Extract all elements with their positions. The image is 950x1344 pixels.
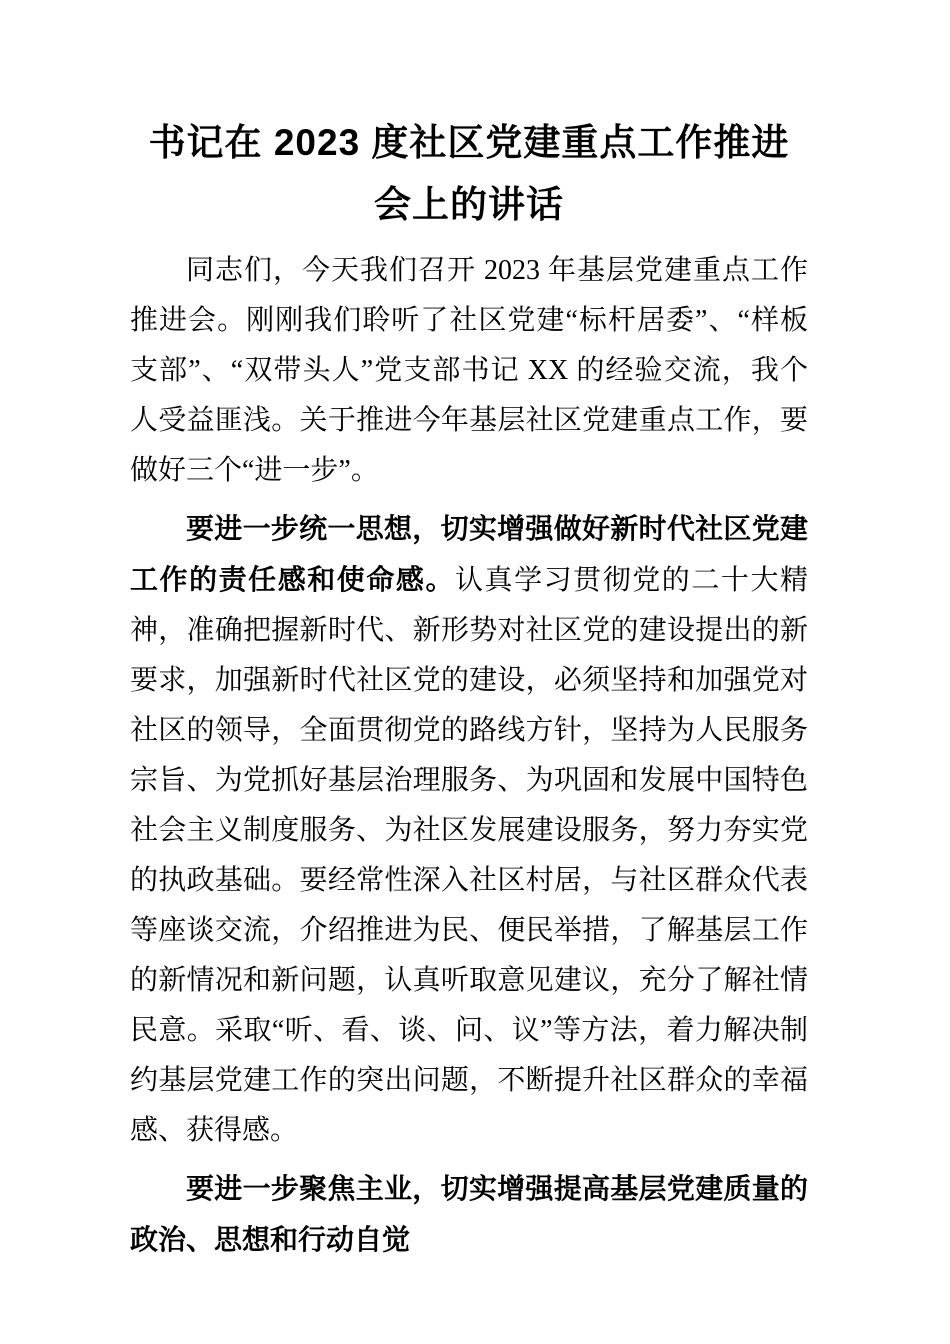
- paragraph-intro-text: 同志们，今天我们召开 2023 年基层党建重点工作推进会。刚刚我们聆听了社区党建“标杆居委”、“样板支部”、“双带头人”党支部书记 XX 的经验交流，我个人受益匪浅。关于推进今年基层社区党建重点工作，要做好三个“进一步”。: [130, 255, 808, 486]
- paragraph-point-2: [130, 1164, 808, 1266]
- paragraph-point-1: [130, 504, 808, 1156]
- paragraph-point-1-text: 认真学习贯彻党的二十大精神，准确把握新时代、新形势对社区党的建设提出的新要求，加强新时代社区党的建设，必须坚持和加强党对社区的领导，全面贯彻党的路线方针，坚持为人民服务宗旨、为党抓好基层治理服务、为巩固和发展中国特色社会主义制度服务、为社区发展建设服务，努力夯实党的执政基础。要经常性深入社区村居，与社区群众代表等座谈交流，介绍推进为民、便民举措，了解基层工作的新情况和新问题，认真听取意见建议，充分了解社情民意。采取“听、看、谈、问、议”等方法，着力解决制约基层党建工作的突出问题，不断提升社区群众的幸福感、获得感。: [130, 565, 808, 1146]
- paragraph-intro: [130, 246, 808, 496]
- paragraph-point-2-lead: 要进一步聚焦主业，切实增强提高基层党建质量的政治、思想和行动自觉: [130, 1173, 808, 1255]
- paragraph-point-1-lead: 要进一步统一思想，切实增强做好新时代社区党建工作的责任感和使命感。: [130, 513, 808, 595]
- document-title: 书记在 2023 度社区党建重点工作推进会上的讲话: [148, 122, 790, 225]
